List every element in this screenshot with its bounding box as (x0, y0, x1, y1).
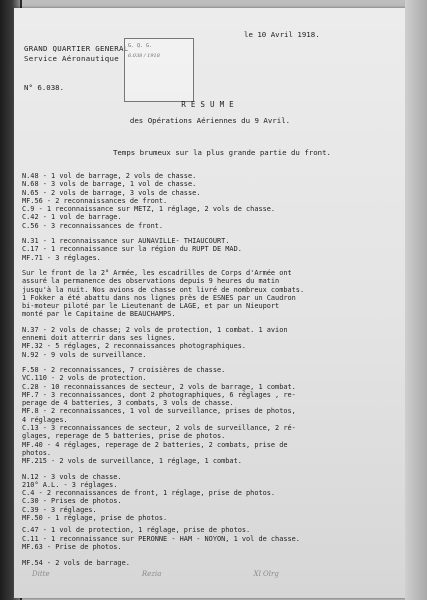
section-3 (22, 326, 402, 359)
report-line: MF.56 - 2 reconnaissances de front. (22, 196, 168, 205)
organization-line: GRAND QUARTIER GENERAL (24, 44, 129, 53)
report-line: N.68 - 3 vols de barrage, 1 vol de chasse. (22, 180, 197, 189)
section-2 (22, 237, 402, 262)
report-line: C.11 - 1 reconnaissance sur PERONNE - HAM - NOYON, 1 vol de chasse. (22, 534, 300, 543)
report-line: ennemi doit atterrir dans ses lignes. (22, 334, 176, 343)
report-line: C.39 - 3 réglages. (22, 505, 97, 514)
section-4 (22, 366, 402, 466)
report-line: C.47 - 1 vol de protection, 1 réglage, prise de photos. (22, 526, 251, 535)
paragraph-line: Sur le front de la 2° Armée, les escadrilles de Corps d'Armée ont (22, 268, 292, 277)
signature: Rezia (141, 570, 162, 578)
report-line: MF.32 - 5 réglages, 2 reconnaissances photographiques. (22, 342, 247, 351)
archive-stamp (124, 38, 194, 102)
spacer (22, 466, 402, 473)
report-line: N.37 - 2 vols de chasse; 2 vols de protection, 1 combat. 1 avion (22, 325, 288, 334)
report-line: MF.54 - 2 vols de barrage. (22, 559, 130, 568)
operations-report (22, 172, 402, 568)
stamp-text: G. Q. G. (128, 43, 153, 49)
report-line: glages, reperage de 5 batteries, prise de photos. (22, 432, 226, 441)
summary-paragraph (22, 269, 402, 319)
paragraph-line: monté par le Capitaine de BEAUCHAMPS. (22, 310, 176, 319)
document-number: N° 6.038. (24, 83, 65, 92)
document-subtitle: des Opérations Aériennes du 9 Avril. (129, 116, 291, 125)
document-date: le 10 Avril 1918. (244, 30, 320, 39)
report-line: C.17 - 1 reconnaissance sur la région du RUPT DE MAD. (22, 245, 242, 254)
document-header (24, 44, 129, 64)
report-line (22, 551, 402, 559)
spacer (22, 262, 402, 269)
service-line: Service Aéronautique (24, 54, 119, 63)
document-page (14, 8, 406, 598)
report-line: MF.7 - 3 reconnaissances, dont 2 photographiques, 6 réglages , re- (22, 390, 296, 399)
report-line: C.42 - 1 vol de barrage. (22, 213, 122, 222)
report-line: MF.50 - 1 réglage, prise de photos. (22, 513, 168, 522)
document-title: RESUME (181, 100, 239, 109)
section-1 (22, 172, 402, 230)
report-line: C.13 - 3 reconnaissances de secteur, 2 vols de surveillance, 2 ré- (22, 424, 296, 433)
report-line: photos. (22, 448, 52, 457)
report-line: N.92 - 9 vols de surveillance. (22, 350, 147, 359)
report-line: C.30 - Prises de photos. (22, 497, 122, 506)
paragraph-line: bi-moteur piloté par le Lieutenant de LAGE, et par un Nieuport (22, 302, 280, 311)
report-line: N.31 - 1 reconnaissance sur AUNAVILLE- THIAUCOURT. (22, 237, 230, 246)
report-line: MF.40 - 4 réglages, reperage de 2 batteries, 2 combats, prise de (22, 440, 288, 449)
report-line: N.12 - 3 vols de chasse. (22, 472, 122, 481)
report-line: MF.8 - 2 reconnaissances, 1 vol de surveillance, prises de photos, (22, 407, 296, 416)
signature: Ditte (32, 570, 50, 578)
report-line: C.9 - 1 reconnaissance sur METZ, 1 réglage, 2 vols de chasse. (22, 205, 276, 214)
signature-strip (32, 570, 392, 578)
weather-summary: Temps brumeux sur la plus grande partie du front. (112, 148, 332, 157)
report-line: perage de 4 batteries, 3 combats, 3 vols de chasse. (22, 399, 234, 408)
signature: Xl Olrg (253, 570, 279, 578)
report-line: MF.63 - Prise de photos. (22, 542, 122, 551)
report-line: N.65 - 2 vols de barrage, 3 vols de chasse. (22, 188, 201, 197)
spacer (22, 359, 402, 366)
report-line: MF.71 - 3 réglages. (22, 253, 101, 262)
report-line: C.56 - 3 reconnaissances de front. (22, 221, 164, 230)
section-6 (22, 526, 402, 567)
report-line: F.58 - 2 reconnaissances, 7 croisières de chasse. (22, 365, 226, 374)
report-line: 4 réglages. (22, 415, 68, 424)
spacer (22, 230, 402, 237)
report-line: VC.110 - 2 vols de protection. (22, 374, 147, 383)
report-line: MF.215 - 2 vols de surveillance, 1 réglage, 1 combat. (22, 457, 242, 466)
paragraph-line: assuré la permanence des observations depuis 9 heures du matin (22, 277, 280, 286)
report-line: C.4 - 2 reconnaissances de front, 1 réglage, prise de photos. (22, 489, 276, 498)
paragraph-line: jusqu'à la nuit. Nos avions de chasse ont livré de nombreux combats. (22, 285, 305, 294)
report-line: 210° A.L. - 3 réglages. (22, 480, 118, 489)
report-line: C.28 - 10 reconnaissances de secteur, 2 vols de barrage, 1 combat. (22, 382, 296, 391)
spacer (22, 319, 402, 326)
paper-edge-right (405, 0, 427, 600)
report-line: N.48 - 1 vol de barrage, 2 vols de chasse. (22, 172, 197, 180)
paragraph-line: 1 Fokker a été abattu dans nos lignes près de ESNES par un Caudron (22, 293, 296, 302)
stamp-handwriting: 6.038 / 1918 (128, 53, 160, 59)
section-5 (22, 473, 402, 523)
